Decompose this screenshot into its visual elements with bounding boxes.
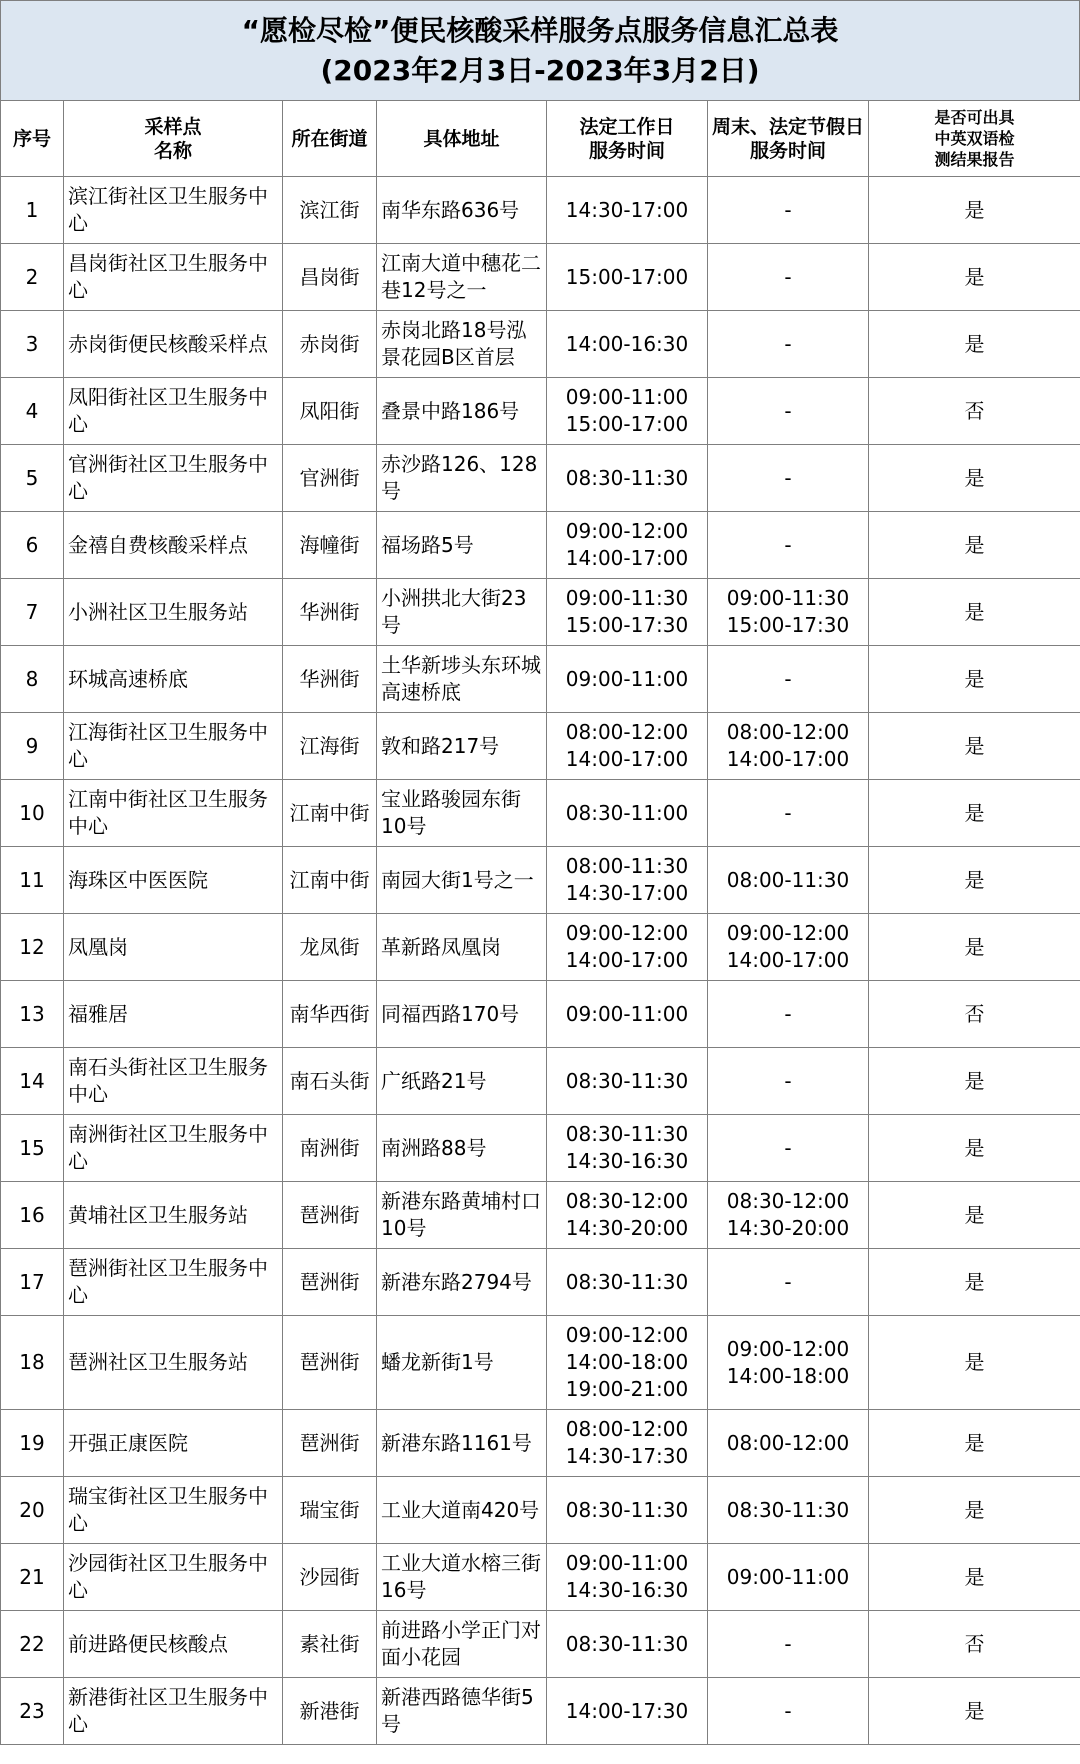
cell-address: 新港东路1161号 (377, 1410, 547, 1477)
title-block (0, 0, 1080, 100)
time-range: 14:00-18:00 (726, 1363, 850, 1388)
cell-bilingual-report: 是 (869, 1316, 1080, 1410)
cell-bilingual-report: 是 (869, 847, 1080, 914)
time-range: 08:30-12:00 (565, 1189, 689, 1213)
time-range: 19:00-21:00 (565, 1377, 689, 1401)
cell-bilingual-report: 是 (869, 244, 1080, 311)
table-body (1, 177, 1080, 1745)
title-line-1: “愿检尽检”便民核酸采样服务点服务信息汇总表 (241, 13, 839, 47)
table-row (1, 1544, 1080, 1611)
cell-bilingual-report: 是 (869, 1544, 1080, 1611)
cell-street: 官洲街 (283, 445, 377, 512)
cell-weekend-hours (708, 847, 869, 914)
cell-street: 赤岗街 (283, 311, 377, 378)
cell-weekend-hours (708, 1678, 869, 1745)
cell-weekday-hours (547, 981, 708, 1048)
cell-seq: 3 (1, 311, 64, 378)
cell-site-name: 琶洲社区卫生服务站 (64, 1316, 283, 1410)
cell-site-name: 环城高速桥底 (64, 646, 283, 713)
time-range: 09:00-12:00 (726, 921, 850, 945)
cell-weekday-hours (547, 1410, 708, 1477)
cell-address: 工业大道水榕三街16号 (377, 1544, 547, 1611)
cell-weekday-hours (547, 445, 708, 512)
table-row (1, 713, 1080, 780)
cell-street: 海幢街 (283, 512, 377, 579)
cell-weekend-hours (708, 914, 869, 981)
cell-seq: 10 (1, 780, 64, 847)
cell-street: 瑞宝街 (283, 1477, 377, 1544)
cell-bilingual-report: 是 (869, 1477, 1080, 1544)
cell-site-name: 琶洲街社区卫生服务中心 (64, 1249, 283, 1316)
cell-address: 蟠龙新街1号 (377, 1316, 547, 1410)
cell-site-name: 江南中街社区卫生服务中心 (64, 780, 283, 847)
header-weekend-hours (708, 101, 869, 177)
time-range: 14:30-17:00 (565, 881, 689, 905)
cell-bilingual-report: 是 (869, 1182, 1080, 1249)
cell-seq: 19 (1, 1410, 64, 1477)
cell-street: 昌岗街 (283, 244, 377, 311)
cell-weekday-hours (547, 713, 708, 780)
cell-street: 新港街 (283, 1678, 377, 1745)
time-range: 08:00-12:00 (726, 1430, 850, 1455)
cell-site-name: 滨江街社区卫生服务中心 (64, 177, 283, 244)
time-range: 09:00-12:00 (565, 921, 689, 945)
time-range: 09:00-11:00 (565, 385, 689, 409)
table-row (1, 1611, 1080, 1678)
table-row (1, 378, 1080, 445)
time-range: 08:30-11:30 (565, 1068, 689, 1093)
table-row (1, 1410, 1080, 1477)
cell-site-name: 昌岗街社区卫生服务中心 (64, 244, 283, 311)
cell-seq: 16 (1, 1182, 64, 1249)
cell-seq: 18 (1, 1316, 64, 1410)
header-weekday-hours (547, 101, 708, 177)
time-range: 09:00-12:00 (726, 1336, 850, 1361)
time-range: - (784, 1631, 792, 1656)
cell-weekend-hours (708, 311, 869, 378)
cell-site-name: 沙园街社区卫生服务中心 (64, 1544, 283, 1611)
cell-street: 南石头街 (283, 1048, 377, 1115)
cell-seq: 7 (1, 579, 64, 646)
time-range: - (784, 666, 792, 691)
cell-street: 琶洲街 (283, 1410, 377, 1477)
cell-weekday-hours (547, 244, 708, 311)
cell-address: 工业大道南420号 (377, 1477, 547, 1544)
cell-street: 凤阳街 (283, 378, 377, 445)
cell-seq: 15 (1, 1115, 64, 1182)
cell-bilingual-report: 是 (869, 713, 1080, 780)
table-row (1, 1182, 1080, 1249)
cell-street: 琶洲街 (283, 1182, 377, 1249)
time-range: 15:00-17:00 (565, 412, 689, 436)
time-range: 14:00-16:30 (565, 331, 689, 356)
cell-weekday-hours (547, 780, 708, 847)
time-range: 08:30-11:30 (565, 1122, 689, 1146)
time-range: - (784, 264, 792, 289)
cell-site-name: 官洲街社区卫生服务中心 (64, 445, 283, 512)
time-range: 14:00-17:30 (565, 1698, 689, 1723)
time-range: 14:30-16:30 (565, 1578, 689, 1602)
time-range: 14:00-17:00 (565, 546, 689, 570)
cell-bilingual-report: 是 (869, 512, 1080, 579)
cell-street: 南洲街 (283, 1115, 377, 1182)
cell-site-name: 小洲社区卫生服务站 (64, 579, 283, 646)
cell-weekend-hours (708, 713, 869, 780)
cell-address: 新港东路黄埔村口10号 (377, 1182, 547, 1249)
cell-address: 敦和路217号 (377, 713, 547, 780)
header-weekday-line-1: 法定工作日 (579, 115, 675, 138)
cell-weekend-hours (708, 1048, 869, 1115)
cell-seq: 8 (1, 646, 64, 713)
cell-bilingual-report: 否 (869, 981, 1080, 1048)
time-range: 14:00-17:00 (565, 948, 689, 972)
cell-weekday-hours (547, 1249, 708, 1316)
cell-site-name: 南洲街社区卫生服务中心 (64, 1115, 283, 1182)
cell-bilingual-report: 是 (869, 1410, 1080, 1477)
cell-street: 南华西街 (283, 981, 377, 1048)
time-range: - (784, 1698, 792, 1723)
time-range: 08:30-11:30 (565, 1631, 689, 1656)
time-range: 14:00-17:00 (726, 747, 850, 771)
time-range: 09:00-11:00 (565, 1001, 689, 1026)
cell-address: 革新路凤凰岗 (377, 914, 547, 981)
time-range: - (784, 1269, 792, 1294)
cell-seq: 13 (1, 981, 64, 1048)
time-range: 09:00-11:30 (565, 586, 689, 610)
time-range: - (784, 465, 792, 490)
cell-weekday-hours (547, 579, 708, 646)
table-row (1, 1316, 1080, 1410)
cell-weekend-hours (708, 1182, 869, 1249)
header-weekend-line-2: 服务时间 (749, 139, 826, 162)
cell-address: 新港西路德华街5号 (377, 1678, 547, 1745)
cell-address: 南园大街1号之一 (377, 847, 547, 914)
cell-address: 土华新埗头东环城高速桥底 (377, 646, 547, 713)
cell-weekday-hours (547, 1316, 708, 1410)
time-range: 15:00-17:30 (726, 613, 850, 637)
cell-address: 赤岗北路18号泓景花园B区首层 (377, 311, 547, 378)
cell-weekend-hours (708, 1477, 869, 1544)
time-range: - (784, 1135, 792, 1160)
cell-address: 南华东路636号 (377, 177, 547, 244)
cell-weekday-hours (547, 311, 708, 378)
cell-street: 江南中街 (283, 780, 377, 847)
cell-weekday-hours (547, 847, 708, 914)
table-row (1, 1048, 1080, 1115)
cell-bilingual-report: 是 (869, 1115, 1080, 1182)
time-range: 14:30-20:00 (565, 1216, 689, 1240)
cell-weekend-hours (708, 981, 869, 1048)
cell-weekday-hours (547, 646, 708, 713)
cell-seq: 5 (1, 445, 64, 512)
cell-weekend-hours (708, 177, 869, 244)
cell-address: 赤沙路126、128号 (377, 445, 547, 512)
time-range: 08:00-11:30 (565, 854, 689, 878)
time-range: 08:30-11:00 (565, 800, 689, 825)
cell-site-name: 金禧自费核酸采样点 (64, 512, 283, 579)
time-range: 09:00-11:00 (726, 1564, 850, 1589)
time-range: - (784, 800, 792, 825)
cell-street: 江南中街 (283, 847, 377, 914)
cell-street: 华洲街 (283, 646, 377, 713)
cell-seq: 14 (1, 1048, 64, 1115)
cell-seq: 4 (1, 378, 64, 445)
cell-site-name: 凤凰岗 (64, 914, 283, 981)
table-row (1, 311, 1080, 378)
cell-street: 素社街 (283, 1611, 377, 1678)
time-range: - (784, 197, 792, 222)
cell-weekday-hours (547, 1048, 708, 1115)
cell-weekend-hours (708, 1544, 869, 1611)
cell-seq: 6 (1, 512, 64, 579)
table-row (1, 244, 1080, 311)
header-name (64, 101, 283, 177)
cell-bilingual-report: 是 (869, 914, 1080, 981)
cell-street: 琶洲街 (283, 1249, 377, 1316)
time-range: 14:30-17:00 (565, 197, 689, 222)
cell-weekend-hours (708, 1611, 869, 1678)
cell-weekend-hours (708, 512, 869, 579)
time-range: 14:30-20:00 (726, 1216, 850, 1240)
cell-weekend-hours (708, 646, 869, 713)
header-name-line-1: 采样点 (144, 115, 202, 138)
table-row (1, 177, 1080, 244)
table-row (1, 780, 1080, 847)
time-range: 08:30-11:30 (565, 465, 689, 490)
cell-weekend-hours (708, 1115, 869, 1182)
header-seq: 序号 (1, 101, 64, 177)
table-row (1, 445, 1080, 512)
cell-address: 广纸路21号 (377, 1048, 547, 1115)
cell-address: 前进路小学正门对面小花园 (377, 1611, 547, 1678)
cell-site-name: 江海街社区卫生服务中心 (64, 713, 283, 780)
time-range: 08:30-11:30 (565, 1269, 689, 1294)
cell-site-name: 黄埔社区卫生服务站 (64, 1182, 283, 1249)
cell-bilingual-report: 是 (869, 579, 1080, 646)
cell-bilingual-report: 否 (869, 378, 1080, 445)
table-row (1, 579, 1080, 646)
time-range: 15:00-17:00 (565, 264, 689, 289)
time-range: 14:30-17:30 (565, 1444, 689, 1468)
table-row (1, 1678, 1080, 1745)
time-range: 09:00-12:00 (565, 1323, 689, 1347)
cell-site-name: 瑞宝街社区卫生服务中心 (64, 1477, 283, 1544)
cell-street: 沙园街 (283, 1544, 377, 1611)
cell-weekend-hours (708, 1249, 869, 1316)
cell-seq: 2 (1, 244, 64, 311)
time-range: - (784, 1001, 792, 1026)
time-range: 08:00-12:00 (565, 720, 689, 744)
cell-seq: 22 (1, 1611, 64, 1678)
cell-address: 南洲路88号 (377, 1115, 547, 1182)
cell-address: 江南大道中穗花二巷12号之一 (377, 244, 547, 311)
cell-weekend-hours (708, 579, 869, 646)
cell-bilingual-report: 是 (869, 780, 1080, 847)
cell-site-name: 赤岗街便民核酸采样点 (64, 311, 283, 378)
cell-address: 福场路5号 (377, 512, 547, 579)
cell-seq: 9 (1, 713, 64, 780)
cell-weekend-hours (708, 1316, 869, 1410)
cell-site-name: 开强正康医院 (64, 1410, 283, 1477)
sampling-sites-table (0, 100, 1080, 1745)
time-range: 09:00-11:30 (726, 586, 850, 610)
cell-weekday-hours (547, 378, 708, 445)
table-row (1, 1249, 1080, 1316)
cell-site-name: 新港街社区卫生服务中心 (64, 1678, 283, 1745)
header-street: 所在街道 (283, 101, 377, 177)
cell-site-name: 前进路便民核酸点 (64, 1611, 283, 1678)
cell-site-name: 南石头街社区卫生服务中心 (64, 1048, 283, 1115)
time-range: 14:30-16:30 (565, 1149, 689, 1173)
header-report-line-2: 中英双语检 (934, 129, 1015, 148)
time-range: 15:00-17:30 (565, 613, 689, 637)
table-row (1, 646, 1080, 713)
time-range: 14:00-18:00 (565, 1350, 689, 1374)
header-bilingual-report (869, 101, 1080, 177)
cell-bilingual-report: 是 (869, 646, 1080, 713)
time-range: 08:30-11:30 (565, 1497, 689, 1522)
table-row (1, 981, 1080, 1048)
cell-street: 江海街 (283, 713, 377, 780)
cell-bilingual-report: 是 (869, 1249, 1080, 1316)
cell-weekday-hours (547, 1115, 708, 1182)
cell-seq: 23 (1, 1678, 64, 1745)
cell-bilingual-report: 是 (869, 177, 1080, 244)
cell-weekday-hours (547, 914, 708, 981)
header-name-line-2: 名称 (153, 139, 192, 162)
cell-weekend-hours (708, 1410, 869, 1477)
table-row (1, 914, 1080, 981)
header-weekday-line-2: 服务时间 (588, 139, 665, 162)
table-row (1, 1115, 1080, 1182)
cell-seq: 17 (1, 1249, 64, 1316)
cell-seq: 20 (1, 1477, 64, 1544)
header-row (1, 101, 1080, 177)
cell-site-name: 凤阳街社区卫生服务中心 (64, 378, 283, 445)
cell-site-name: 海珠区中医医院 (64, 847, 283, 914)
cell-seq: 1 (1, 177, 64, 244)
cell-weekend-hours (708, 244, 869, 311)
title-line-2: (2023年2月3日-2023年3月2日) (320, 53, 760, 87)
time-range: - (784, 331, 792, 356)
cell-seq: 11 (1, 847, 64, 914)
cell-weekday-hours (547, 1611, 708, 1678)
time-range: 08:30-11:30 (726, 1497, 850, 1522)
cell-street: 滨江街 (283, 177, 377, 244)
table-row (1, 512, 1080, 579)
cell-street: 琶洲街 (283, 1316, 377, 1410)
time-range: 08:00-11:30 (726, 867, 850, 892)
cell-seq: 21 (1, 1544, 64, 1611)
time-range: 08:00-12:00 (726, 720, 850, 744)
cell-weekday-hours (547, 1477, 708, 1544)
cell-address: 新港东路2794号 (377, 1249, 547, 1316)
header-report-line-3: 测结果报告 (934, 150, 1015, 169)
time-range: - (784, 1068, 792, 1093)
header-address: 具体地址 (377, 101, 547, 177)
cell-address: 叠景中路186号 (377, 378, 547, 445)
cell-street: 龙凤街 (283, 914, 377, 981)
time-range: - (784, 532, 792, 557)
cell-weekday-hours (547, 177, 708, 244)
cell-weekend-hours (708, 378, 869, 445)
cell-site-name: 福雅居 (64, 981, 283, 1048)
time-range: - (784, 398, 792, 423)
time-range: 08:00-12:00 (565, 1417, 689, 1441)
time-range: 08:30-12:00 (726, 1189, 850, 1213)
cell-address: 同福西路170号 (377, 981, 547, 1048)
cell-bilingual-report: 否 (869, 1611, 1080, 1678)
cell-weekday-hours (547, 1182, 708, 1249)
cell-bilingual-report: 是 (869, 445, 1080, 512)
cell-bilingual-report: 是 (869, 311, 1080, 378)
cell-weekday-hours (547, 512, 708, 579)
cell-bilingual-report: 是 (869, 1678, 1080, 1745)
cell-address: 宝业路骏园东街10号 (377, 780, 547, 847)
cell-bilingual-report: 是 (869, 1048, 1080, 1115)
table-row (1, 1477, 1080, 1544)
cell-address: 小洲拱北大街23号 (377, 579, 547, 646)
cell-street: 华洲街 (283, 579, 377, 646)
cell-weekday-hours (547, 1544, 708, 1611)
cell-weekend-hours (708, 780, 869, 847)
table-row (1, 847, 1080, 914)
header-weekend-line-1: 周末、法定节假日 (712, 115, 865, 138)
time-range: 09:00-12:00 (565, 519, 689, 543)
time-range: 14:00-17:00 (726, 948, 850, 972)
time-range: 14:00-17:00 (565, 747, 689, 771)
cell-weekday-hours (547, 1678, 708, 1745)
time-range: 09:00-11:00 (565, 1551, 689, 1575)
cell-seq: 12 (1, 914, 64, 981)
time-range: 09:00-11:00 (565, 666, 689, 691)
cell-weekend-hours (708, 445, 869, 512)
header-report-line-1: 是否可出具 (934, 108, 1015, 127)
